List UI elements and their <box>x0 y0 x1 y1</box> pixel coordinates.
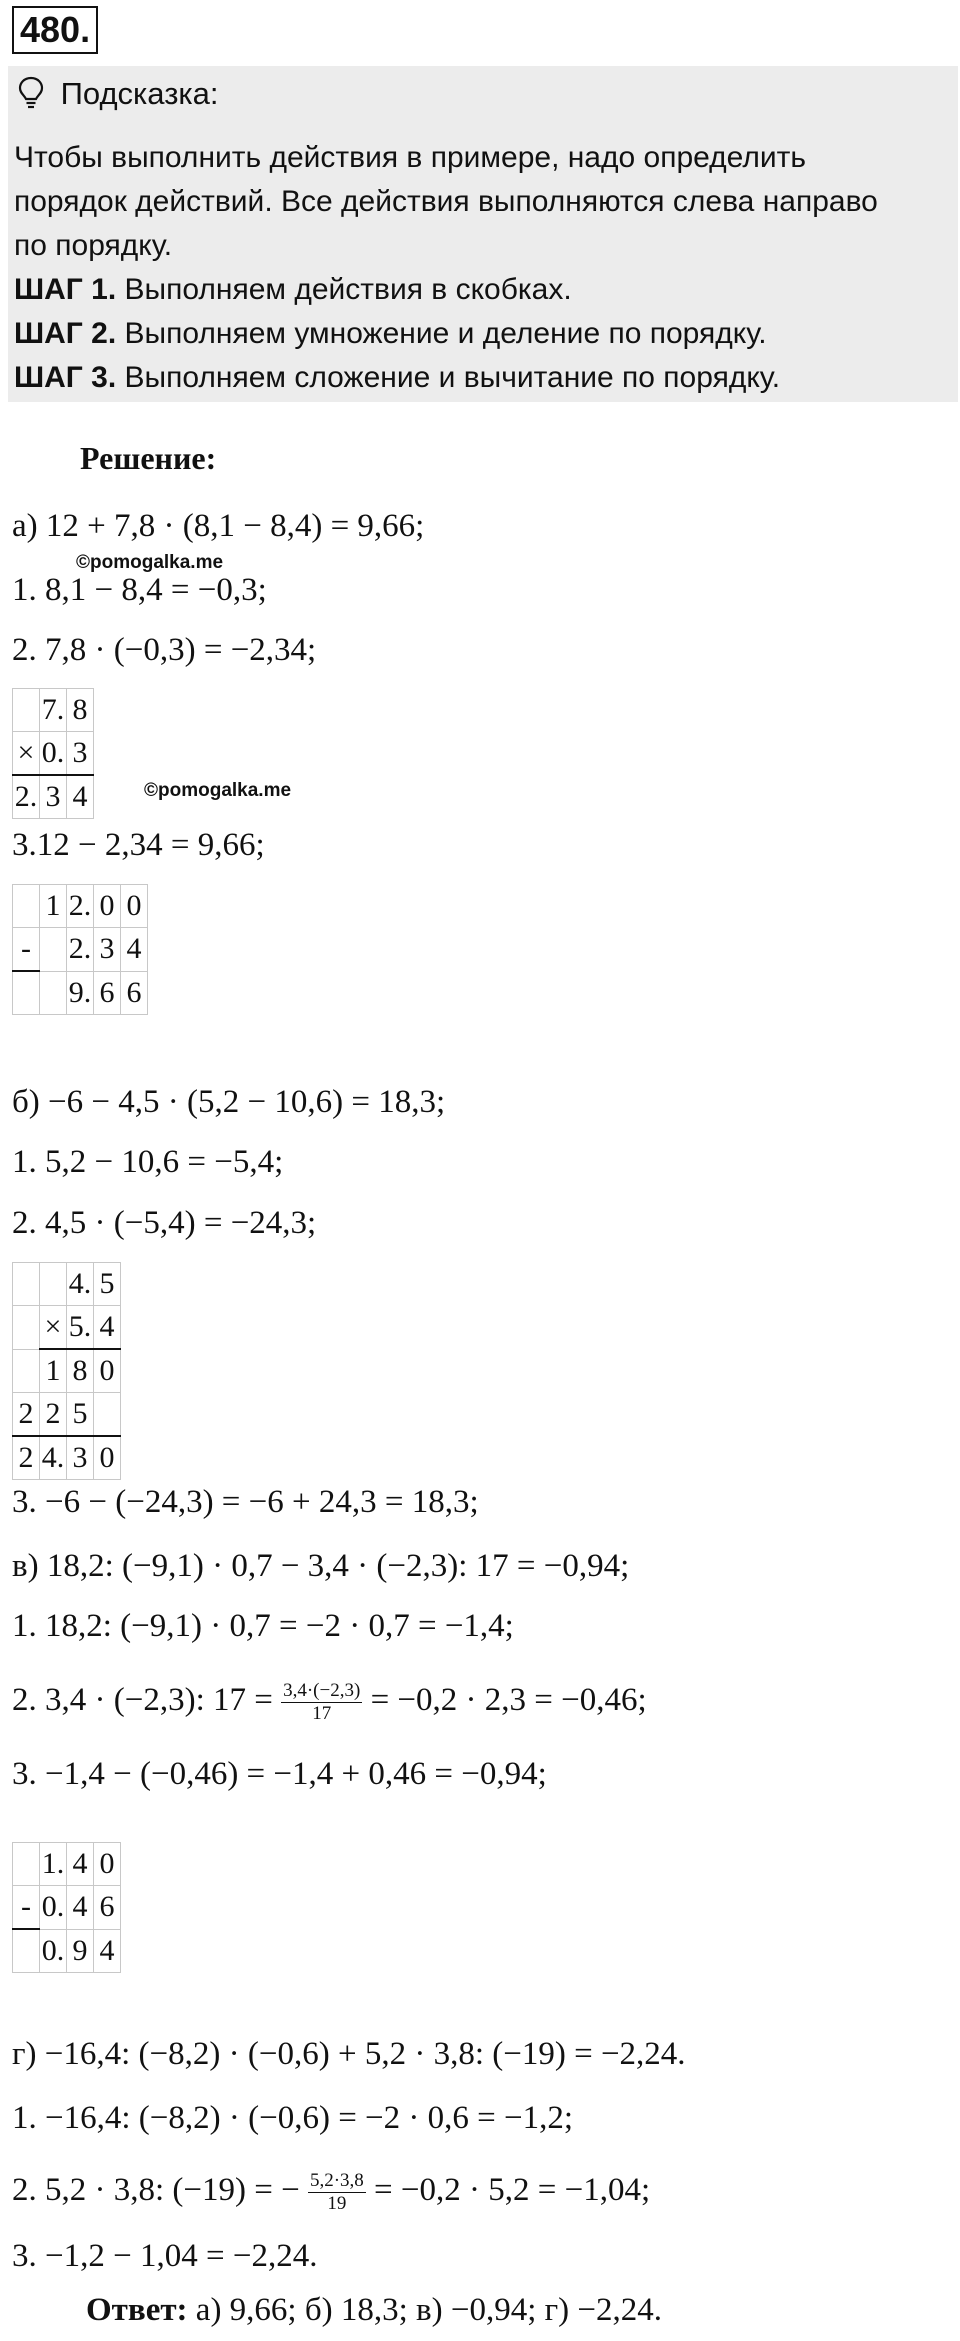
hint-line: порядок действий. Все действия выполняются слева направо <box>14 185 878 218</box>
answer-text: а) 9,66; б) 18,3; в) −0,94; г) −2,24. <box>195 2292 663 2328</box>
step-text: Выполняем действия в скобках. <box>124 273 572 306</box>
part-b-main: б) −6 − 4,5 · (5,2 − 10,6) = 18,3; <box>12 1084 446 1120</box>
digit-cell: 4 <box>67 775 94 819</box>
digit-cell: 8 <box>67 1349 94 1393</box>
step-label: ШАГ 3. <box>14 361 117 394</box>
hint-line: по порядку. <box>14 229 173 262</box>
digit-cell: 5. <box>67 1306 94 1350</box>
task-number: 480. <box>12 6 98 54</box>
digit-cell: 6 <box>94 1886 121 1930</box>
step-label: ШАГ 2. <box>14 317 117 350</box>
digit-cell: 3 <box>67 732 94 776</box>
fraction-denominator: 17 <box>312 1703 332 1724</box>
solution-title: Решение: <box>80 440 217 476</box>
hint-step-3 <box>14 356 780 400</box>
digit-cell: 2 <box>40 1393 67 1437</box>
digit-cell: 4. <box>67 1263 94 1306</box>
column-multiplication-a <box>12 688 94 819</box>
digit-cell: 2. <box>13 775 40 819</box>
digit-cell: 3 <box>67 1436 94 1480</box>
digit-cell <box>13 1843 40 1886</box>
step-text: Выполняем сложение и вычитание по порядку. <box>124 361 781 394</box>
hint-step-2 <box>14 312 767 356</box>
part-a-step-1: 1. 8,1 − 8,4 = −0,3; <box>12 572 267 608</box>
digit-cell: 4 <box>94 1929 121 1973</box>
lightbulb-icon <box>18 76 44 110</box>
digit-cell <box>13 1306 40 1350</box>
digit-cell: 9. <box>67 971 94 1015</box>
digit-cell: 3 <box>40 775 67 819</box>
digit-cell: 9 <box>67 1929 94 1973</box>
digit-cell: 3 <box>94 928 121 972</box>
digit-cell <box>13 1929 40 1973</box>
digit-cell: × <box>13 732 40 776</box>
digit-cell: 2. <box>67 928 94 972</box>
step-text: Выполняем умножение и деление по порядку. <box>124 317 767 350</box>
digit-cell: 1 <box>40 885 67 928</box>
digit-cell <box>40 1263 67 1306</box>
step-label: ШАГ 1. <box>14 273 117 306</box>
digit-cell: 8 <box>67 689 94 732</box>
answer-label: Ответ: <box>86 2292 188 2328</box>
digit-cell <box>13 689 40 732</box>
digit-cell: 6 <box>121 971 148 1015</box>
fraction-numerator: 3,4·(−2,3) <box>283 1680 361 1701</box>
digit-cell: 0 <box>94 1349 121 1393</box>
part-a-step-2: 2. 7,8 · (−0,3) = −2,34; <box>12 632 317 668</box>
part-v-step-1: 1. 18,2: (−9,1) · 0,7 = −2 · 0,7 = −1,4; <box>12 1608 514 1644</box>
part-v-main: в) 18,2: (−9,1) · 0,7 − 3,4 · (−2,3): 17 = −0,94; <box>12 1548 630 1584</box>
watermark: ©pomogalka.me <box>144 780 292 801</box>
digit-cell: 0 <box>94 885 121 928</box>
digit-cell <box>40 928 67 972</box>
column-subtraction-a <box>12 884 148 1015</box>
digit-cell: 2 <box>13 1393 40 1437</box>
part-v-step-3: 3. −1,4 − (−0,46) = −1,4 + 0,46 = −0,94; <box>12 1756 547 1792</box>
digit-cell: - <box>13 928 40 972</box>
digit-cell: 2 <box>13 1436 40 1480</box>
digit-cell: 0 <box>94 1436 121 1480</box>
fraction <box>308 2170 366 2215</box>
part-g-main: г) −16,4: (−8,2) · (−0,6) + 5,2 · 3,8: (−19) = −2,24. <box>12 2036 686 2072</box>
step-text: 2. 5,2 · 3,8: (−19) = − <box>12 2172 300 2209</box>
digit-cell: 4 <box>67 1843 94 1886</box>
digit-cell <box>13 1349 40 1393</box>
digit-cell <box>40 971 67 1015</box>
digit-cell: 0. <box>40 732 67 776</box>
fraction <box>281 1680 362 1725</box>
digit-cell: 4 <box>67 1886 94 1930</box>
digit-cell: × <box>40 1306 67 1350</box>
part-v-step-2 <box>12 1680 647 1725</box>
digit-cell <box>13 885 40 928</box>
answer-line <box>86 2290 662 2330</box>
digit-cell: 1 <box>40 1349 67 1393</box>
step-text: = −0,2 · 5,2 = −1,04; <box>374 2172 651 2209</box>
hint-line: Чтобы выполнить действия в примере, надо определить <box>14 141 806 174</box>
digit-cell: 0 <box>94 1843 121 1886</box>
digit-cell: 4 <box>94 1306 121 1350</box>
digit-cell: 5 <box>94 1263 121 1306</box>
part-b-step-3: 3. −6 − (−24,3) = −6 + 24,3 = 18,3; <box>12 1484 479 1520</box>
step-text: 2. 3,4 · (−2,3): 17 = <box>12 1682 273 1719</box>
digit-cell <box>13 1263 40 1306</box>
column-multiplication-b <box>12 1262 121 1480</box>
digit-cell: - <box>13 1886 40 1930</box>
part-g-step-2 <box>12 2170 650 2215</box>
column-subtraction-v <box>12 1842 121 1973</box>
part-a-step-3: 3.12 − 2,34 = 9,66; <box>12 827 265 863</box>
hint-title-row <box>18 72 219 116</box>
digit-cell: 5 <box>67 1393 94 1437</box>
digit-cell: 0. <box>40 1886 67 1930</box>
digit-cell: 1. <box>40 1843 67 1886</box>
digit-cell: 2. <box>67 885 94 928</box>
digit-cell <box>94 1393 121 1437</box>
watermark: ©pomogalka.me <box>76 552 224 573</box>
hint-step-1 <box>14 268 572 312</box>
part-a-main: а) 12 + 7,8 · (8,1 − 8,4) = 9,66; <box>12 508 425 544</box>
step-text: = −0,2 · 2,3 = −0,46; <box>370 1682 647 1719</box>
digit-cell: 4 <box>121 928 148 972</box>
digit-cell: 4. <box>40 1436 67 1480</box>
part-g-step-3: 3. −1,2 − 1,04 = −2,24. <box>12 2238 318 2274</box>
digit-cell: 6 <box>94 971 121 1015</box>
digit-cell <box>13 971 40 1015</box>
digit-cell: 0 <box>121 885 148 928</box>
digit-cell: 0. <box>40 1929 67 1973</box>
digit-cell: 7. <box>40 689 67 732</box>
fraction-numerator: 5,2·3,8 <box>309 2170 364 2191</box>
part-b-step-1: 1. 5,2 − 10,6 = −5,4; <box>12 1144 284 1180</box>
part-b-step-2: 2. 4,5 · (−5,4) = −24,3; <box>12 1205 317 1241</box>
hint-title: Подсказка: <box>60 76 219 111</box>
part-g-step-1: 1. −16,4: (−8,2) · (−0,6) = −2 · 0,6 = −1,2; <box>12 2100 574 2136</box>
fraction-denominator: 19 <box>327 2193 347 2214</box>
